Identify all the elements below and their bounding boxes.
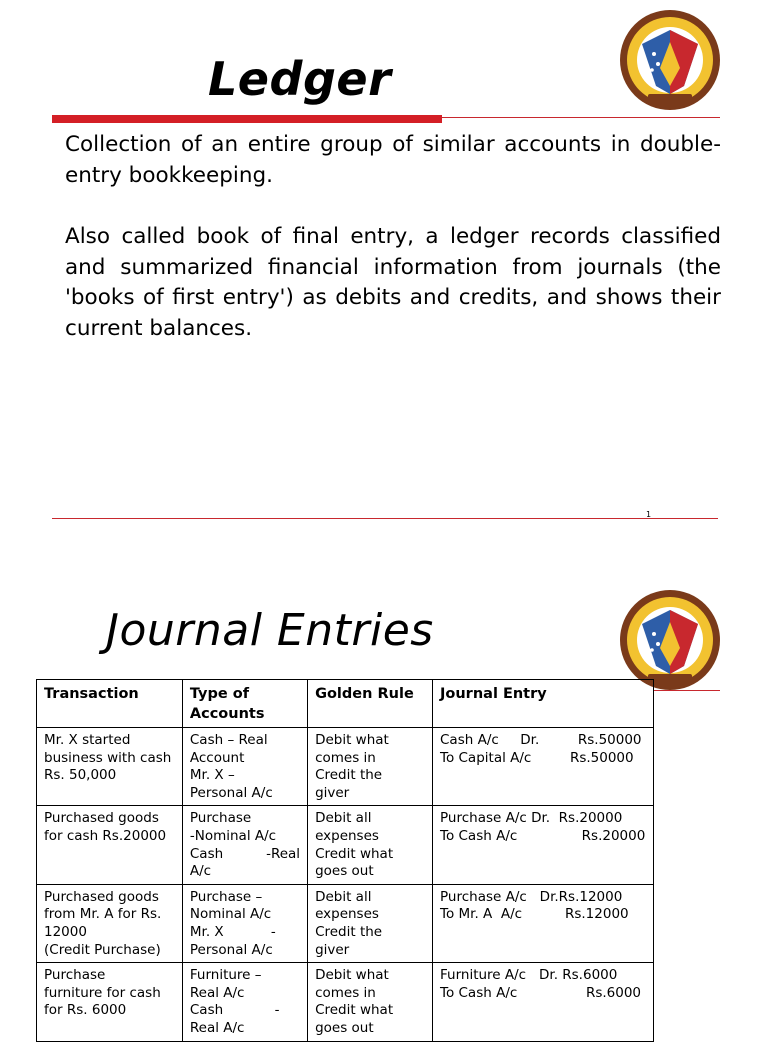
- cell-line: Real A/c: [189, 984, 245, 1001]
- page-number: 1: [646, 510, 652, 519]
- header-transaction: Transaction: [37, 680, 183, 728]
- cell-line: Purchase A/c Dr.Rs.12000: [440, 888, 623, 905]
- cell-line: Cash – Real: [189, 732, 268, 748]
- table-row: [37, 806, 654, 884]
- cell-line: Mr. X –: [189, 767, 235, 784]
- cell-line: To Cash A/c Rs.6000: [440, 984, 642, 1001]
- cell-line: Purchased goods: [44, 810, 159, 827]
- cell-type-of-accounts: [182, 728, 307, 806]
- cell-transaction: [37, 963, 183, 1041]
- header-golden-rule: Golden Rule: [308, 680, 433, 728]
- cell-journal-entry: [433, 728, 654, 806]
- cell-line: Credit what: [315, 1002, 394, 1019]
- cell-line: Debit all: [315, 810, 372, 827]
- cell-line: furniture for cash: [44, 984, 161, 1001]
- cell-line: from Mr. A for Rs.: [44, 906, 162, 923]
- cell-journal-entry: [433, 806, 654, 884]
- cell-type-of-accounts: [182, 884, 307, 962]
- cell-golden-rule: [308, 728, 433, 806]
- footer-rule: [52, 518, 718, 519]
- title-underline-bar: [52, 115, 442, 123]
- cell-line: (Credit Purchase): [44, 941, 161, 958]
- cell-line: Mr. X started: [44, 732, 131, 748]
- cell-line: Rs. 50,000: [44, 767, 117, 784]
- cell-line: Furniture A/c Dr. Rs.6000: [440, 967, 618, 984]
- cell-line: Debit all: [315, 888, 372, 905]
- cell-line: To Capital A/c Rs.50000: [440, 749, 634, 766]
- header-type-of-accounts: Type of Accounts: [182, 680, 307, 728]
- cell-line: for Rs. 6000: [44, 1002, 127, 1019]
- cell-line: Purchase –: [189, 888, 263, 905]
- cell-line: Personal A/c: [189, 784, 273, 801]
- header-journal-entry: Journal Entry: [433, 680, 654, 728]
- cell-line: 12000: [44, 923, 87, 940]
- slide2-title: Journal Entries: [106, 605, 434, 656]
- cell-line: Nominal A/c: [189, 906, 272, 923]
- cell-line: To Mr. A A/c Rs.12000: [440, 906, 629, 923]
- institute-logo-icon: [618, 588, 722, 692]
- cell-line: Purchased goods: [44, 888, 159, 905]
- cell-line: Account: [189, 749, 245, 766]
- definition-paragraph: Collection of an entire group of similar accounts in double-entry bookkeeping.: [65, 132, 721, 188]
- cell-line: expenses: [315, 906, 379, 923]
- cell-line: Real A/c: [189, 1019, 245, 1036]
- cell-golden-rule: [308, 963, 433, 1041]
- cell-line: Purchase: [44, 967, 106, 984]
- cell-line: goes out: [315, 863, 374, 880]
- cell-journal-entry: [433, 884, 654, 962]
- cell-line: Credit what: [315, 845, 394, 862]
- cell-line: comes in: [315, 984, 376, 1001]
- cell-line: giver: [315, 784, 350, 801]
- cell-line: -Nominal A/c: [189, 827, 277, 844]
- cell-golden-rule: [308, 884, 433, 962]
- cell-line: Cash -Real: [189, 845, 301, 862]
- title-rule: [654, 690, 720, 691]
- table-row: [37, 963, 654, 1041]
- cell-line: Debit what: [315, 967, 389, 984]
- cell-line: Furniture –: [189, 967, 262, 984]
- institute-logo-icon: [618, 8, 722, 112]
- cell-line: Mr. X -: [189, 923, 276, 940]
- cell-line: Debit what: [315, 732, 389, 748]
- cell-line: To Cash A/c Rs.20000: [440, 827, 646, 844]
- cell-transaction: [37, 806, 183, 884]
- journal-entries-table: [36, 679, 654, 1042]
- slide1-title: Ledger: [208, 52, 392, 106]
- cell-line: business with cash: [44, 749, 172, 766]
- cell-journal-entry: [433, 963, 654, 1041]
- cell-line: Purchase: [189, 810, 252, 827]
- cell-line: Cash A/c Dr. Rs.50000: [440, 732, 642, 748]
- cell-type-of-accounts: [182, 963, 307, 1041]
- cell-line: Personal A/c: [189, 941, 273, 958]
- cell-line: for cash Rs.20000: [44, 827, 167, 844]
- table-row: [37, 728, 654, 806]
- table-row: [37, 884, 654, 962]
- cell-line: Credit the: [315, 767, 383, 784]
- cell-line: A/c: [189, 863, 212, 880]
- cell-line: Credit the: [315, 923, 383, 940]
- cell-type-of-accounts: [182, 806, 307, 884]
- cell-line: comes in: [315, 749, 376, 766]
- cell-line: giver: [315, 941, 350, 958]
- cell-transaction: [37, 884, 183, 962]
- cell-line: goes out: [315, 1019, 374, 1036]
- cell-line: Purchase A/c Dr. Rs.20000: [440, 810, 623, 827]
- title-rule: [442, 117, 720, 118]
- description-paragraph: Also called book of final entry, a ledger records classified and summarized financial information from journals (the 'books of first entry') as debits and credits, and shows their current balances.: [65, 224, 721, 341]
- cell-golden-rule: [308, 806, 433, 884]
- cell-line: Cash -: [189, 1002, 280, 1019]
- table-header-row: [37, 680, 654, 728]
- cell-line: expenses: [315, 827, 379, 844]
- cell-transaction: [37, 728, 183, 806]
